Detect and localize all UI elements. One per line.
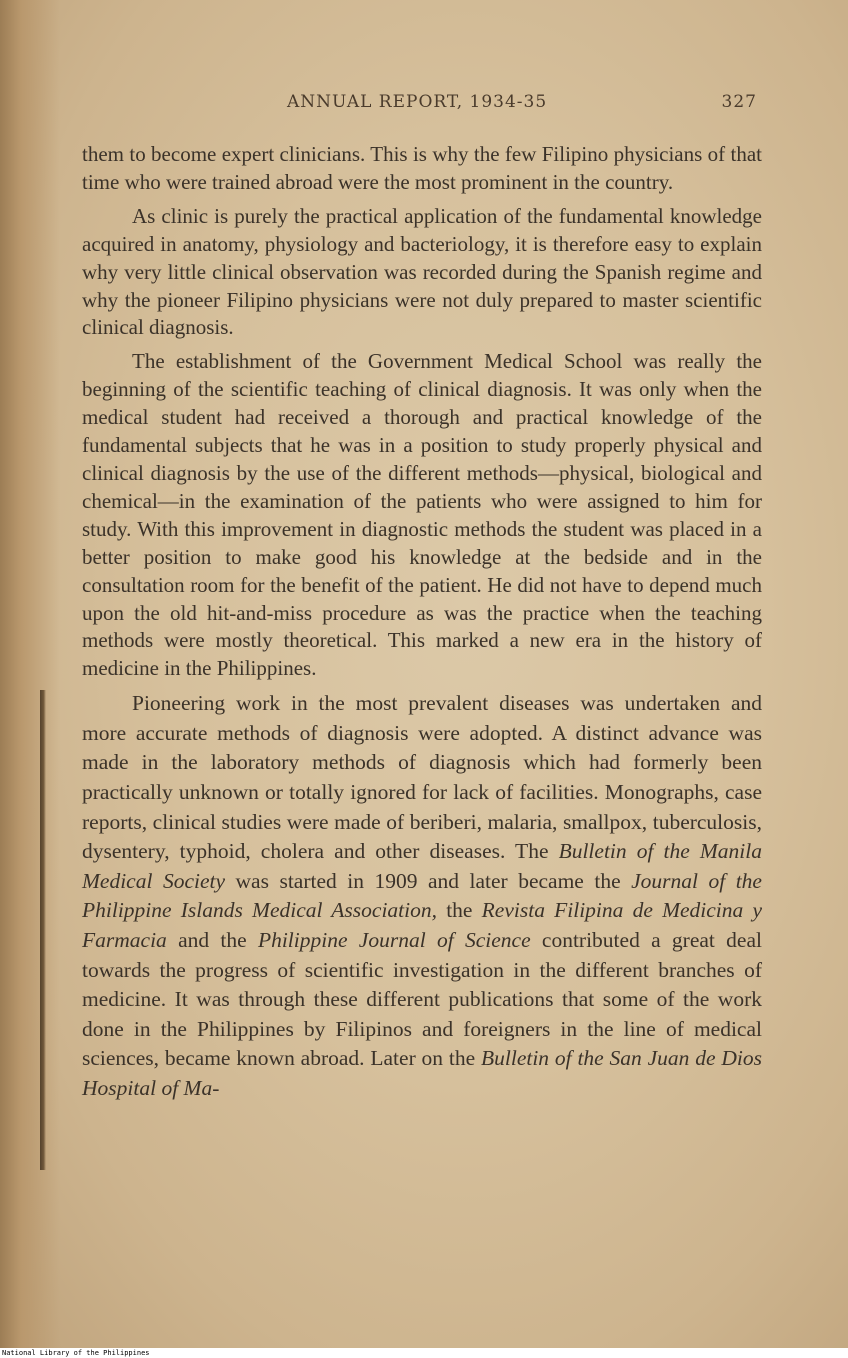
text-run: contributed a great deal towards the progress of scientific investigation in the different branches of medicine. It was through these different publications that some of the work done in the Philippines by Filipinos and foreigners in the line of medical sciences, became known abroad. Later on the bbox=[82, 927, 762, 1071]
publication-title: Bulletin of the San Juan de Dios Hospital of Ma- bbox=[82, 1046, 762, 1100]
page-number: 327 bbox=[721, 92, 757, 112]
publication-title: Bulletin of the Manila Medical Society bbox=[82, 839, 762, 893]
publication-title: Journal of the Philippine Islands Medical Association, bbox=[82, 868, 762, 923]
publication-title: Revista Filipina de Medicina y Farmacia bbox=[82, 898, 762, 952]
header-title: ANNUAL REPORT, 1934-35 bbox=[287, 92, 548, 112]
publication-title: Philippine Journal of Science bbox=[257, 927, 531, 952]
binding-shadow bbox=[0, 0, 60, 1348]
paragraph: The establishment of the Government Medical School was really the beginning of the scientific teaching of clinical diagnosis. It was only when the medical student had received a thorough and practical knowledge of the fundamental subjects that he was in a position to study properly physical and clinical diagnosis by the use of the different methods—physical, biological and chemical—in the examination of the patients who were assigned to him for study. With this improvement in diagnostic methods the student was placed in a better position to make good his knowledge at the bedside and in the consultation room for the benefit of the patient. He did not have to depend much upon the old hit-and-miss procedure as was the practice when the teaching methods were mostly theoretical. This marked a new era in the history of medicine in the Philippines. bbox=[82, 349, 762, 681]
page-edge-damage bbox=[40, 690, 46, 1170]
footer-credit: National Library of the Philippines bbox=[2, 1349, 150, 1357]
paragraph bbox=[82, 689, 762, 1103]
text-run: and the bbox=[166, 927, 258, 952]
text-run: was started in 1909 and later became the bbox=[225, 868, 632, 893]
text-run: Pioneering work in the most prevalent diseases was undertaken and more accurate methods of diagnosis were adopted. A distinct advance was made in the laboratory methods of diagnosis which had formerly been practically unknown or totally ignored for lack of facilities. Monographs, case reports, clinical studies were made of beriberi, malaria, smallpox, tuberculosis, dysentery, typhoid, cholera and other diseases. The bbox=[82, 691, 762, 864]
text-run: the bbox=[437, 898, 482, 923]
body-text bbox=[82, 141, 762, 1104]
paragraph: them to become expert clinicians. This is why the few Filipino physicians of that time who were trained abroad were the most prominent in the country. bbox=[82, 142, 762, 194]
paragraph: As clinic is purely the practical application of the fundamental knowledge acquired in anatomy, physiology and bacteriology, it is therefore easy to explain why very little clinical observation was recorded during the Spanish regime and why the pioneer Filipino physicians were not duly prepared to master scientific clinical diagnosis. bbox=[82, 203, 762, 340]
